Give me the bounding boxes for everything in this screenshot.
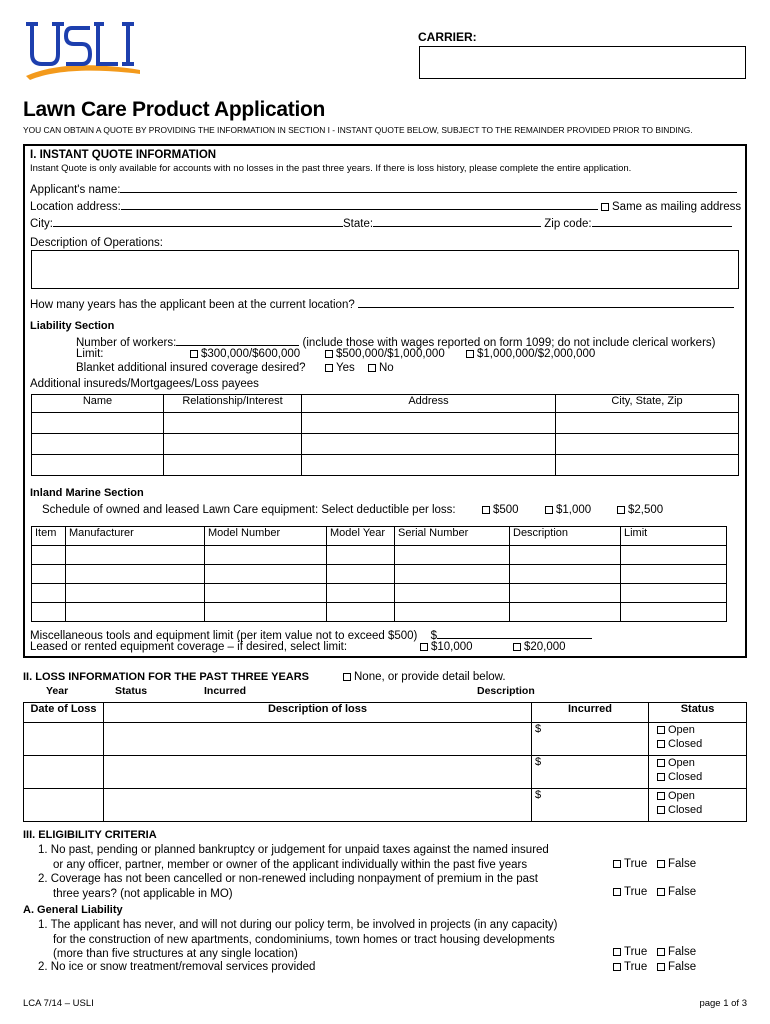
status-open[interactable]: Open (657, 789, 743, 803)
form-id: LCA 7/14 – USLI (23, 998, 94, 1009)
checkbox-icon[interactable] (657, 860, 665, 868)
checkbox-icon[interactable] (613, 860, 621, 868)
table-header-row (32, 395, 739, 413)
checkbox-icon[interactable] (657, 740, 665, 748)
table-cell[interactable] (556, 413, 739, 434)
table-cell[interactable] (556, 455, 739, 476)
checkbox-icon[interactable] (657, 963, 665, 971)
checkbox-icon[interactable] (420, 643, 428, 651)
col-date-of-loss: Date of Loss (24, 703, 104, 723)
eligibility-item-1: 1. No past, pending or planned bankruptcy or judgement for unpaid taxes against the named insured or any officer, partner, member or owner of the applicant individually within the past five years (38, 844, 549, 871)
table-cell[interactable] (395, 603, 510, 622)
limit-option-2[interactable]: $500,000/$1,000,000 (325, 348, 445, 360)
col-name: Name (32, 395, 164, 413)
table-row (32, 584, 727, 603)
table-cell[interactable] (66, 584, 205, 603)
city-state-zip-row (30, 215, 732, 230)
leased-20000[interactable]: $20,000 (513, 641, 566, 653)
table-row (32, 455, 739, 476)
additional-insureds-table (31, 394, 739, 476)
limit-option-3[interactable]: $1,000,000/$2,000,000 (466, 348, 595, 360)
workers-row (76, 334, 715, 349)
applicant-name-field[interactable] (120, 181, 737, 193)
incurred-cell[interactable]: $ (532, 756, 649, 789)
inland-marine-heading: Inland Marine Section (30, 487, 144, 499)
table-cell[interactable] (327, 603, 395, 622)
table-cell[interactable] (104, 723, 532, 756)
status-open[interactable]: Open (657, 756, 743, 770)
gl-heading: A. General Liability (23, 904, 123, 916)
checkbox-icon[interactable] (657, 726, 665, 734)
col-limit: Limit (621, 527, 727, 546)
leased-10000[interactable]: $10,000 (420, 641, 473, 653)
table-cell[interactable] (104, 789, 532, 822)
state-field[interactable] (373, 215, 541, 227)
col-model-number: Model Number (205, 527, 327, 546)
sub-incurred: Incurred (204, 685, 247, 697)
checkbox-icon[interactable] (368, 364, 376, 372)
carrier-field[interactable] (419, 46, 746, 79)
status-open[interactable]: Open (657, 723, 743, 737)
incurred-cell[interactable]: $ (532, 789, 649, 822)
table-cell[interactable] (327, 565, 395, 584)
gl-item-2: 2. No ice or snow treatment/removal services provided (38, 961, 316, 973)
checkbox-icon[interactable] (513, 643, 521, 651)
checkbox-icon[interactable] (613, 888, 621, 896)
years-field[interactable] (358, 296, 734, 308)
years-question: How many years has the applicant been at the current location? (30, 299, 355, 311)
checkbox-icon[interactable] (657, 792, 665, 800)
applicant-name-label: Applicant's name: (30, 184, 121, 196)
misc-tools-row: Miscellaneous tools and equipment limit (per item value not to exceed $500) $ (30, 627, 592, 642)
status-closed[interactable]: Closed (657, 770, 743, 784)
additional-insureds-label: Additional insureds/Mortgagees/Loss payees (30, 378, 259, 390)
page-subtitle: YOU CAN OBTAIN A QUOTE BY PROVIDING THE INFORMATION IN SECTION I - INSTANT QUOTE BELOW, SUBJECT TO THE REMAINDER PROVIDED PRIOR TO BINDING. (23, 125, 693, 135)
checkbox-icon[interactable] (545, 506, 553, 514)
section1-heading: I. INSTANT QUOTE INFORMATION (30, 149, 217, 161)
table-cell[interactable] (32, 584, 66, 603)
table-row (24, 723, 747, 756)
years-row (30, 296, 734, 311)
table-cell[interactable] (66, 603, 205, 622)
table-cell[interactable] (66, 546, 205, 565)
table-cell[interactable] (164, 413, 302, 434)
sub-status: Status (115, 685, 148, 697)
checkbox-icon[interactable] (482, 506, 490, 514)
gl-item-1: 1. The applicant has never, and will not during our policy term, be involved in projects (in any capacity) for the construction of new apartments, condominiums, town homes or tract housing developments (more than five structures at any single location) (38, 919, 558, 960)
checkbox-icon[interactable] (325, 364, 333, 372)
workers-note: (include those with wages reported on form 1099; do not include clerical workers) (302, 337, 716, 349)
blanket-no[interactable]: No (368, 362, 394, 374)
checkbox-icon[interactable] (325, 350, 333, 358)
section2-heading: II. LOSS INFORMATION FOR THE PAST THREE YEARS (23, 671, 310, 683)
table-cell[interactable] (510, 603, 621, 622)
item2-true[interactable]: True (613, 886, 647, 898)
table-row (24, 756, 747, 789)
description-ops-label: Description of Operations: (30, 237, 163, 249)
status-cell (649, 756, 747, 789)
misc-tools-label: Miscellaneous tools and equipment limit (per item value not to exceed $500) (30, 630, 418, 642)
table-cell[interactable] (395, 584, 510, 603)
workers-field[interactable] (176, 334, 299, 346)
col-description-of-loss: Description of loss (104, 703, 532, 723)
section1-note: Instant Quote is only available for accounts with no losses in the past three years. If there is loss history, please complete the entire application. (30, 163, 632, 174)
section3-heading: III. ELIGIBILITY CRITERIA (23, 829, 157, 841)
col-manufacturer: Manufacturer (66, 527, 205, 546)
deductible-500[interactable]: $500 (482, 504, 519, 516)
table-cell[interactable] (510, 584, 621, 603)
checkbox-icon[interactable] (343, 673, 351, 681)
table-row (32, 413, 739, 434)
misc-tools-field[interactable] (437, 627, 592, 639)
checkbox-icon[interactable] (657, 806, 665, 814)
table-cell[interactable] (556, 434, 739, 455)
page-title: Lawn Care Product Application (23, 98, 326, 121)
table-header-row (24, 703, 747, 723)
gl2-true[interactable]: True (613, 961, 647, 973)
zip-label: Zip code: (544, 218, 592, 230)
checkbox-icon[interactable] (657, 759, 665, 767)
eligibility-item-2: 2. Coverage has not been cancelled or non-renewed including nonpayment of premium in the past three years? (not applicable in MO) (38, 873, 538, 900)
location-address-row (30, 198, 741, 213)
table-header-row (32, 527, 727, 546)
page-number: page 1 of 3 (699, 998, 747, 1009)
item2-false[interactable]: False (657, 886, 696, 898)
checkbox-icon[interactable] (657, 888, 665, 896)
table-cell[interactable] (621, 546, 727, 565)
limit-option-1[interactable]: $300,000/$600,000 (190, 348, 300, 360)
loss-table (23, 702, 747, 822)
table-cell[interactable] (24, 723, 104, 756)
schedule-label: Schedule of owned and leased Lawn Care equipment: Select deductible per loss: (42, 504, 456, 516)
table-cell[interactable] (327, 546, 395, 565)
checkbox-icon[interactable] (466, 350, 474, 358)
table-cell[interactable] (510, 546, 621, 565)
incurred-cell[interactable]: $ (532, 723, 649, 756)
deductible-2500[interactable]: $2,500 (617, 504, 663, 516)
location-address-field[interactable] (121, 198, 598, 210)
table-cell[interactable] (621, 603, 727, 622)
table-cell[interactable] (32, 546, 66, 565)
table-cell[interactable] (395, 546, 510, 565)
col-serial-number: Serial Number (395, 527, 510, 546)
status-closed[interactable]: Closed (657, 737, 743, 751)
usli-logo (22, 18, 142, 82)
table-cell[interactable] (32, 455, 164, 476)
table-row (32, 603, 727, 622)
table-cell[interactable] (66, 565, 205, 584)
checkbox-icon[interactable] (657, 773, 665, 781)
table-row (32, 565, 727, 584)
liability-heading: Liability Section (30, 320, 115, 332)
col-model-year: Model Year (327, 527, 395, 546)
table-cell[interactable] (302, 413, 556, 434)
col-description: Description (510, 527, 621, 546)
carrier-label: CARRIER: (418, 30, 477, 44)
location-address-label: Location address: (30, 201, 121, 213)
city-label: City: (30, 218, 53, 230)
col-city-state-zip: City, State, Zip (556, 395, 739, 413)
status-cell (649, 789, 747, 822)
description-ops-field[interactable] (31, 250, 739, 289)
city-field[interactable] (53, 215, 343, 227)
leased-label: Leased or rented equipment coverage – if desired, select limit: (30, 641, 348, 653)
status-closed[interactable]: Closed (657, 803, 743, 817)
table-cell[interactable] (395, 565, 510, 584)
item1-true[interactable]: True (613, 858, 647, 870)
status-cell (649, 723, 747, 756)
col-item: Item (32, 527, 66, 546)
table-cell[interactable] (164, 455, 302, 476)
col-status: Status (649, 703, 747, 723)
table-cell[interactable] (327, 584, 395, 603)
same-as-mailing-label: Same as mailing address (612, 201, 742, 213)
item1-false[interactable]: False (657, 858, 696, 870)
table-cell[interactable] (32, 565, 66, 584)
checkbox-icon[interactable] (657, 948, 665, 956)
table-cell[interactable] (164, 434, 302, 455)
col-address: Address (302, 395, 556, 413)
table-cell[interactable] (32, 413, 164, 434)
blanket-yes[interactable]: Yes (325, 362, 355, 374)
workers-label: Number of workers: (76, 337, 177, 349)
table-row (24, 789, 747, 822)
table-cell[interactable] (302, 434, 556, 455)
table-cell[interactable] (621, 584, 727, 603)
table-row (32, 434, 739, 455)
blanket-label: Blanket additional insured coverage desired? (76, 362, 306, 374)
equipment-table (31, 526, 727, 622)
table-cell[interactable] (621, 565, 727, 584)
gl1-true[interactable]: True (613, 946, 647, 958)
limit-label: Limit: (76, 348, 104, 360)
table-cell[interactable] (24, 756, 104, 789)
checkbox-icon[interactable] (617, 506, 625, 514)
table-cell[interactable] (32, 434, 164, 455)
applicant-name-row (30, 181, 737, 196)
table-cell[interactable] (205, 603, 327, 622)
none-option[interactable]: None, or provide detail below. (343, 671, 506, 683)
checkbox-icon[interactable] (613, 963, 621, 971)
zip-field[interactable] (592, 215, 732, 227)
table-cell[interactable] (205, 584, 327, 603)
sub-description: Description (477, 685, 535, 697)
sub-year: Year (46, 685, 69, 697)
same-as-mailing-checkbox[interactable] (601, 203, 609, 211)
state-label: State: (343, 218, 374, 230)
col-incurred: Incurred (532, 703, 649, 723)
col-relationship: Relationship/Interest (164, 395, 302, 413)
checkbox-icon[interactable] (190, 350, 198, 358)
gl2-false[interactable]: False (657, 961, 696, 973)
table-cell[interactable] (104, 756, 532, 789)
gl1-false[interactable]: False (657, 946, 696, 958)
table-cell[interactable] (302, 455, 556, 476)
table-row (32, 546, 727, 565)
table-cell[interactable] (32, 603, 66, 622)
table-cell[interactable] (24, 789, 104, 822)
table-cell[interactable] (205, 565, 327, 584)
checkbox-icon[interactable] (613, 948, 621, 956)
deductible-1000[interactable]: $1,000 (545, 504, 591, 516)
table-cell[interactable] (205, 546, 327, 565)
table-cell[interactable] (510, 565, 621, 584)
